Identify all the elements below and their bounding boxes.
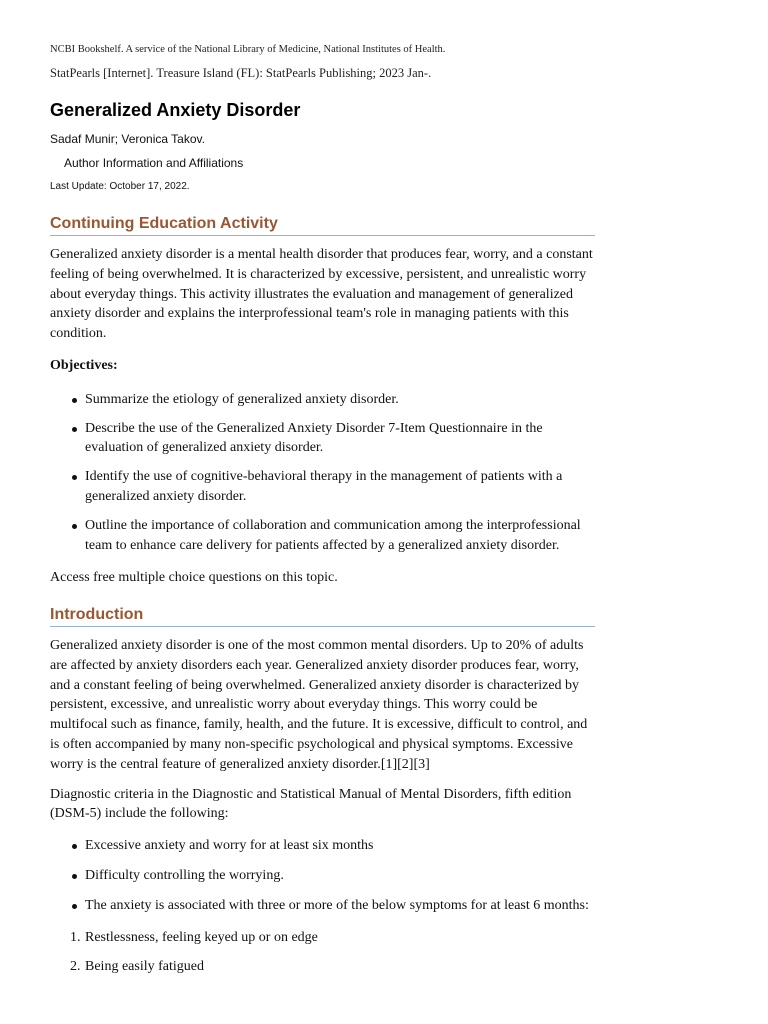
bullet-icon <box>72 904 77 909</box>
bullet-icon <box>72 475 77 480</box>
objective-text: Describe the use of the Generalized Anxiety Disorder 7-Item Questionnaire in the evaluation of generalized anxiety disorder. <box>85 420 543 456</box>
criteria-list <box>50 836 595 915</box>
objective-text: Summarize the etiology of generalized anxiety disorder. <box>85 391 399 407</box>
introduction-paragraph <box>50 636 595 775</box>
objective-text: Outline the importance of collaboration and communication among the interprofessional team to enhance care delivery for patients affected by a generalized anxiety disorder. <box>85 517 581 553</box>
list-item <box>50 836 595 856</box>
criterion-text: Difficulty controlling the worrying. <box>85 867 284 883</box>
list-item <box>50 516 595 556</box>
symptom-text: Restlessness, feeling keyed up or on edge <box>85 929 318 945</box>
page-title: Generalized Anxiety Disorder <box>50 100 301 120</box>
item-number: 1. <box>70 929 81 945</box>
section-continuing-education <box>50 214 595 588</box>
mcq-access-link[interactable]: Access free multiple choice questions on this topic. <box>50 570 338 586</box>
objectives-label: Objectives: <box>50 357 118 373</box>
bullet-icon <box>72 844 77 849</box>
publication-info: StatPearls [Internet]. Treasure Island (FL): StatPearls Publishing; 2023 Jan-. <box>50 66 432 80</box>
bullet-icon <box>72 427 77 432</box>
diagnostic-criteria-intro: Diagnostic criteria in the Diagnostic and Statistical Manual of Mental Disorders, fifth edition (DSM-5) include the following: <box>50 786 572 822</box>
bullet-icon <box>72 524 77 529</box>
criterion-text: Excessive anxiety and worry for at least six months <box>85 838 374 854</box>
activity-description: Generalized anxiety disorder is a mental health disorder that produces fear, worry, and a constant feeling of being overwhelmed. It is characterized by excessive, persistent, and unrealistic worry about everyday things. This activity illustrates the evaluation and management of generalized anxiety disorder and explains the interprofessional team's role in managing patients with this condition. <box>50 247 593 342</box>
criterion-text: The anxiety is associated with three or more of the below symptoms for at least 6 months: <box>85 897 589 913</box>
list-item <box>50 419 595 459</box>
list-item <box>50 896 595 916</box>
symptom-text: Being easily fatigued <box>85 959 204 975</box>
list-item <box>50 957 595 977</box>
author-affiliations-link[interactable]: Author Information and Affiliations <box>64 156 244 170</box>
symptoms-list <box>50 928 595 978</box>
authors: Sadaf Munir; Veronica Takov. <box>50 132 205 146</box>
list-item <box>50 467 595 507</box>
bookshelf-header: NCBI Bookshelf. A service of the National Library of Medicine, National Institutes of Health. <box>50 44 446 55</box>
section-introduction <box>50 605 595 977</box>
bullet-icon <box>72 398 77 403</box>
citation-link[interactable]: [1] <box>380 756 398 772</box>
list-item <box>50 390 595 410</box>
paragraph-text: Generalized anxiety disorder is one of the most common mental disorders. Up to 20% of adults are affected by anxiety disorders each year. Generalized anxiety disorder produces fear, worry, and a constant feeling of being overwhelmed. Generalized anxiety disorder is characterized by persistent, excessive, and unrealistic worry about everyday things. This worry could be multifocal such as finance, family, health, and the future. It is excessive, difficult to control, and is often accompanied by many non-specific psychological and physical symptoms. Excessive worry is the central feature of generalized anxiety disorder. <box>50 638 588 772</box>
objective-text: Identify the use of cognitive-behavioral therapy in the management of patients with a generalized anxiety disorder. <box>85 469 563 504</box>
item-number: 2. <box>70 959 81 975</box>
list-item <box>50 928 595 948</box>
last-update: Last Update: October 17, 2022. <box>50 181 190 192</box>
section-heading: Continuing Education Activity <box>50 214 595 236</box>
list-item <box>50 866 595 886</box>
section-heading: Introduction <box>50 605 595 627</box>
citation-link[interactable]: [3] <box>413 756 430 772</box>
citation-link[interactable]: [2] <box>397 756 414 772</box>
bullet-icon <box>72 874 77 879</box>
objectives-list <box>50 390 595 556</box>
